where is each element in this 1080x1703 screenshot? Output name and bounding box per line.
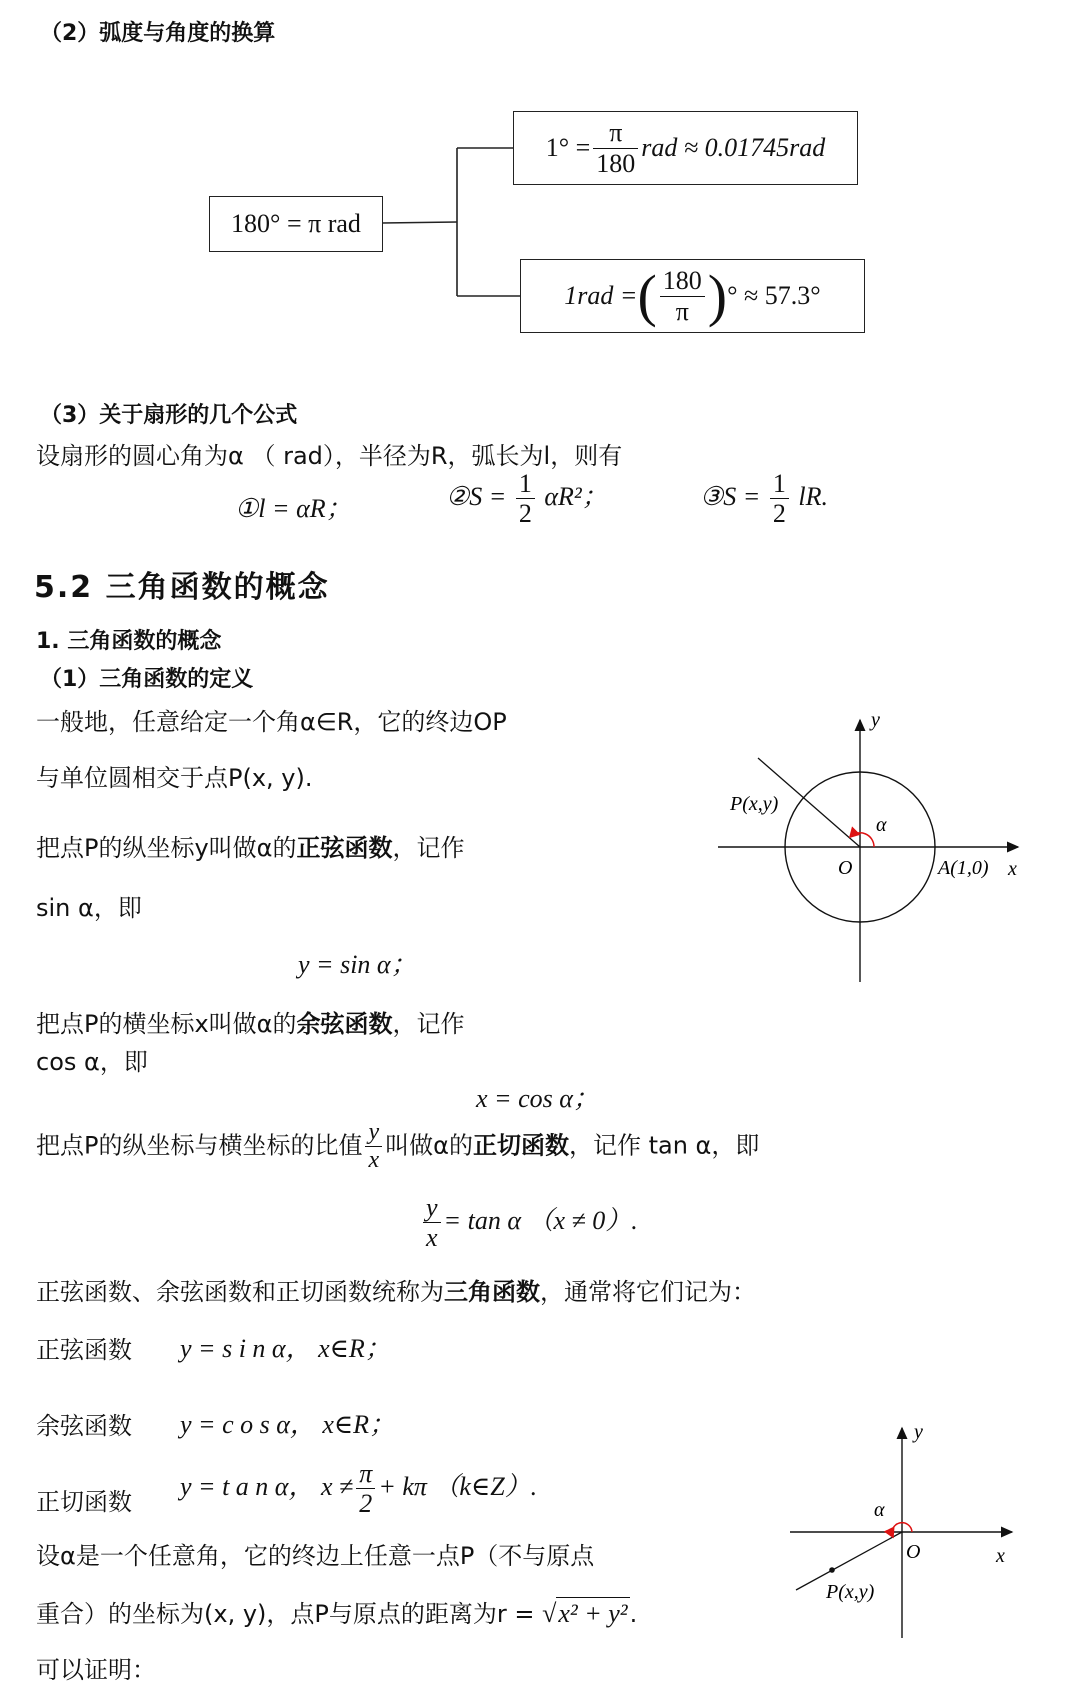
one-degree-lhs: 1° = — [545, 133, 591, 162]
eq3-rhs: = tan α （x ≠ 0）. — [443, 1205, 638, 1235]
section-3-title: （3）关于扇形的几个公式 — [40, 403, 298, 428]
section-2-title: （2）弧度与角度的换算 — [40, 21, 276, 46]
para-2: 与单位圆相交于点P(x, y). — [36, 764, 313, 792]
para-3a: 把点P的纵坐标y叫做α的 — [36, 834, 297, 862]
para-5 — [36, 1004, 465, 1039]
one-radian-rhs: ° ≈ 57.3° — [727, 281, 821, 310]
sector-formula-3 — [700, 470, 828, 528]
para-10a: 重合）的坐标为(x, y)，点P与原点的距离为r = — [36, 1600, 535, 1628]
para-3 — [36, 828, 465, 863]
formula-3-den: 2 — [772, 499, 786, 529]
ratio-den: x — [368, 1147, 380, 1174]
box-one-degree — [513, 111, 858, 185]
fig2-p-label: P(x,y) — [826, 1581, 875, 1603]
trig-term: 三角函数 — [444, 1278, 540, 1306]
equation-cosine: x = cos α； — [476, 1084, 599, 1113]
right-paren: ) — [707, 263, 728, 328]
fig2-point-p — [829, 1567, 835, 1573]
para-4: sin α，即 — [36, 894, 142, 922]
tangent-definition — [180, 1460, 537, 1518]
para-6: cos α，即 — [36, 1048, 148, 1076]
fig1-a-label: A(1,0) — [938, 857, 989, 879]
sector-formula-2 — [446, 470, 608, 528]
one-degree-rhs: rad ≈ 0.01745rad — [641, 133, 826, 162]
ratio-num: y — [365, 1120, 382, 1147]
tan-num: π — [356, 1460, 375, 1489]
equation-sine: y = sin α； — [298, 950, 417, 979]
one-degree-num: π — [593, 119, 638, 148]
para-5c: ，记作 — [392, 1010, 465, 1038]
fig1-y-label: y — [871, 710, 880, 731]
formula-2-rhs: αR²； — [544, 481, 608, 511]
para-7b: 叫做α的 — [385, 1131, 473, 1160]
fig1-x-label: x — [1008, 858, 1017, 880]
sine-label: 正弦函数 — [36, 1336, 132, 1364]
radical: √x² + y² — [542, 1599, 628, 1628]
para-7 — [36, 1120, 759, 1173]
eq3-den: x — [426, 1223, 438, 1253]
chapter-title: 5.2 三角函数的概念 — [34, 570, 330, 605]
para-8 — [36, 1272, 756, 1307]
fig1-o-label: O — [838, 857, 853, 879]
one-radian-num: 180 — [660, 267, 705, 296]
para-3c: ，记作 — [392, 834, 465, 862]
fig2-y-label: y — [914, 1421, 923, 1443]
tan-den: 2 — [359, 1489, 373, 1519]
para-5a: 把点P的横坐标x叫做α的 — [36, 1010, 297, 1038]
para-8c: ，通常将它们记为： — [540, 1278, 756, 1306]
definition-title: （1）三角函数的定义 — [40, 667, 254, 692]
cosine-label: 余弦函数 — [36, 1412, 132, 1440]
formula-2-den: 2 — [518, 499, 532, 529]
para-7a: 把点P的纵坐标与横坐标的比值 — [36, 1131, 363, 1160]
fig2-x-label: x — [996, 1545, 1005, 1567]
angle-arc — [850, 833, 874, 847]
fig1-p-label: P(x,y) — [730, 793, 779, 815]
one-radian-lhs: 1rad = — [564, 281, 638, 310]
tan-def-b: + kπ （k∈Z）. — [378, 1471, 538, 1501]
sine-definition: y = s i n α， x∈R； — [180, 1334, 391, 1363]
para-8a: 正弦函数、余弦函数和正切函数统称为 — [36, 1278, 444, 1306]
formula-3-num: 1 — [770, 470, 789, 499]
eq3-num: y — [423, 1194, 441, 1223]
fig2-o-label: O — [906, 1541, 921, 1563]
sector-intro: 设扇形的圆心角为α （ rad），半径为R，弧长为l，则有 — [36, 442, 623, 470]
tangent-term: 正切函数 — [472, 1131, 569, 1160]
fig2-alpha-label: α — [874, 1499, 885, 1521]
cosine-definition: y = c o s α， x∈R； — [180, 1410, 396, 1439]
fig1-alpha-label: α — [876, 814, 887, 836]
formula-3-rhs: lR. — [798, 481, 828, 511]
arbitrary-angle-figure — [790, 1420, 1030, 1640]
formula-2-num: 1 — [516, 470, 535, 499]
subsection-title: 1. 三角函数的概念 — [36, 629, 222, 654]
para-7d: ，记作 tan α，即 — [568, 1131, 760, 1160]
box-180-deg-text: 180° = π rad — [231, 209, 361, 238]
one-radian-den: π — [675, 296, 689, 326]
para-11: 可以证明： — [36, 1656, 156, 1684]
cosine-term: 余弦函数 — [296, 1010, 393, 1038]
tangent-label: 正切函数 — [36, 1488, 132, 1516]
formula-2-lhs: ②S = — [446, 481, 507, 511]
radicand: x² + y² — [558, 1599, 628, 1628]
one-degree-den: 180 — [596, 148, 636, 178]
formula-3-lhs: ③S = — [700, 481, 761, 511]
box-180-deg — [209, 196, 383, 252]
para-9: 设α是一个任意角，它的终边上任意一点P（不与原点 — [36, 1542, 595, 1570]
para-10 — [36, 1594, 637, 1629]
para-10b: . — [629, 1600, 638, 1628]
para-1: 一般地，任意给定一个角α∈R，它的终边OP — [36, 708, 507, 736]
tan-def-a: y = t a n α， x ≠ — [180, 1471, 354, 1501]
sine-term: 正弦函数 — [296, 834, 393, 862]
unit-circle-figure — [718, 710, 1028, 986]
equation-tangent — [420, 1194, 638, 1252]
sector-formula-1: ①l = αR； — [235, 494, 352, 523]
left-paren: ( — [637, 263, 657, 328]
box-one-radian — [520, 259, 865, 333]
